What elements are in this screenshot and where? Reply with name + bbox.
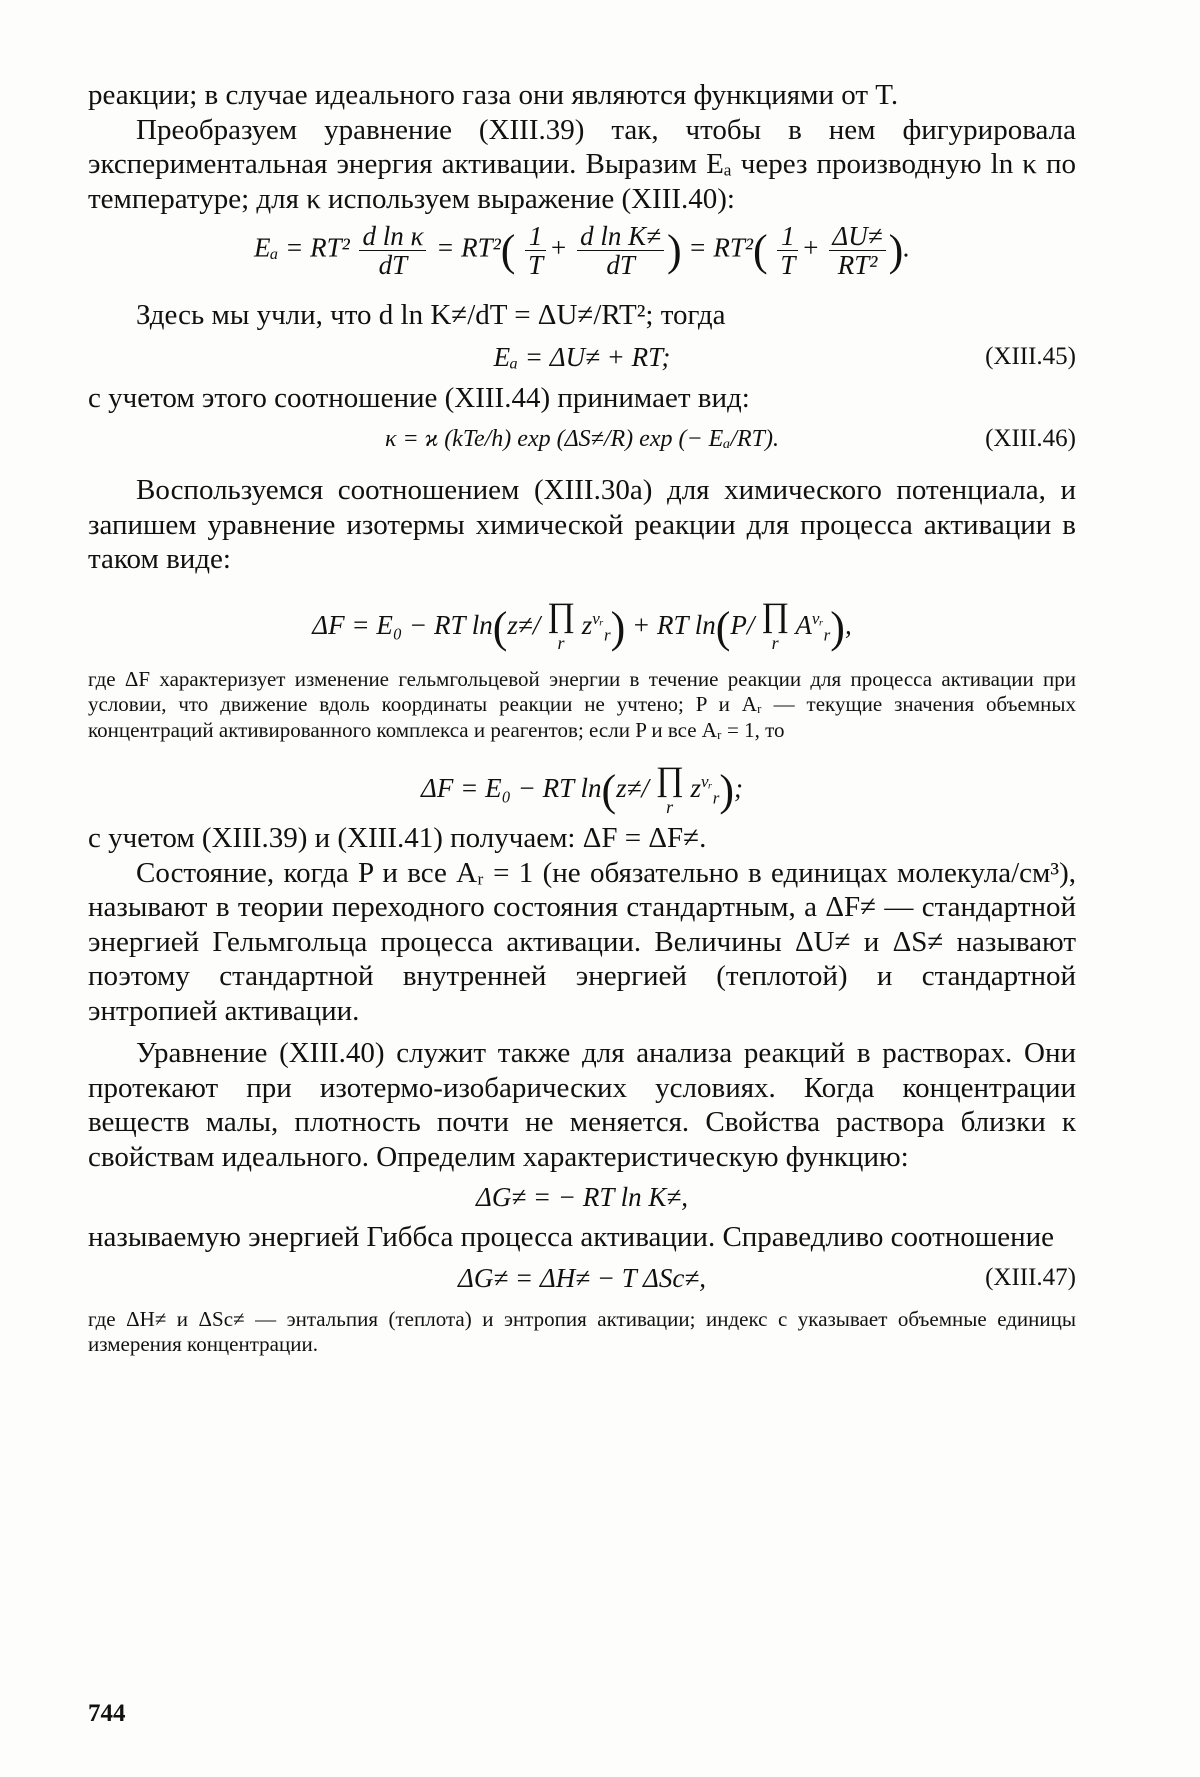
paragraph-4: с учетом этого соотношение (XIII.44) принимает вид: — [88, 381, 750, 414]
equation-gibbs: ΔG≠ = − RT ln K≠, — [476, 1182, 688, 1212]
paragraph-2: Преобразуем уравнение (XIII.39) так, чтобы в нем фигурировала экспериментальная энергия активации. Выразим Eₐ через производную ln κ по температуре; для κ используем выражение (XIII.40): — [88, 113, 1076, 215]
paragraph-3: Здесь мы учли, что d ln K≠/dT = ΔU≠/RT²; тогда — [136, 299, 726, 331]
paragraph-7: с учетом (XIII.39) и (XIII.41) получаем: ΔF = ΔF≠. — [88, 822, 707, 854]
equation-xiii-47: ΔG≠ = ΔH≠ − T ΔSc≠, (XIII.47) — [458, 1262, 1076, 1293]
equation-isotherm: ΔF = E₀ − RT ln(z≠/ ∏ r $z^{\nu ᵣ}_r$) + RT ln(P/ ∏ r $A^{\nu ᵣ}_r$), — [312, 597, 852, 654]
paragraph-9: Уравнение (XIII.40) служит также для анализа реакций в растворах. Они протекают при изотермо-изобарических условиях. Когда концентрации веществ малы, плотность почти не меняется. Свойства раствора близки к свойствам идеального. Определим характеристическую функцию: — [88, 1037, 1076, 1173]
equation-activation-energy: Eₐ = RT² $\frac{\text{d ln κ}}{dT}$ = RT²( $\frac{1}{T}$ + $\frac{\text{d ln K≠}}{dT}$ ) = RT²( $\frac{1}{T}$ + $\frac{\Delta U\ne}{\text{RT²}}$ ). — [253, 221, 910, 280]
page-number: 744 — [88, 1700, 126, 1727]
equation-xiii-46: κ = ϰ (kTe/h) exp (ΔS≠/R) exp (− Eₐ/RT). (XIII.46) — [384, 425, 1076, 452]
note-1: где ΔF характеризует изменение гельмгольцевой энергии в течение реакции для процесса активации при условии, что движение вдоль координаты реакции не учтено; P и Aᵣ — текущие значения объемных концентраций активированного комплекса и реагентов; если P и все Aᵣ = 1, то — [88, 666, 1076, 742]
equation-xiii-45: Eₐ = ΔU≠ + RT; (XIII.45) — [493, 341, 1076, 372]
paragraph-5: Воспользуемся соотношением (XIII.30а) для химического потенциала, и запишем уравнение изотермы химической реакции для процесса активации в таком виде: — [88, 474, 1076, 575]
page-content — [88, 78, 1076, 1358]
note-2: где ΔH≠ и ΔSc≠ — энтальпия (теплота) и энтропия активации; индекс c указывает объемные единицы измерения концентрации. — [88, 1306, 1076, 1356]
paragraph-8: Состояние, когда P и все Aᵣ = 1 (не обязательно в единицах молекула/см³), называют в теории переходного состояния стандартным, а ΔF≠ — стандартной энергией Гельмгольца процесса активации. Величины ΔU≠ и ΔS≠ называют поэтому стандартной внутренней энергией (теплотой) и стандартной энтропией активации. — [88, 856, 1076, 1027]
equation-delta-f: ΔF = E₀ − RT ln(z≠/ ∏ r $z^{\nu ᵣ}_r$); — [421, 760, 743, 817]
paragraph-1: реакции; в случае идеального газа они являются функциями от T. — [88, 79, 899, 111]
paragraph-10: называемую энергией Гиббса процесса активации. Справедливо соотношение — [88, 1221, 1054, 1253]
